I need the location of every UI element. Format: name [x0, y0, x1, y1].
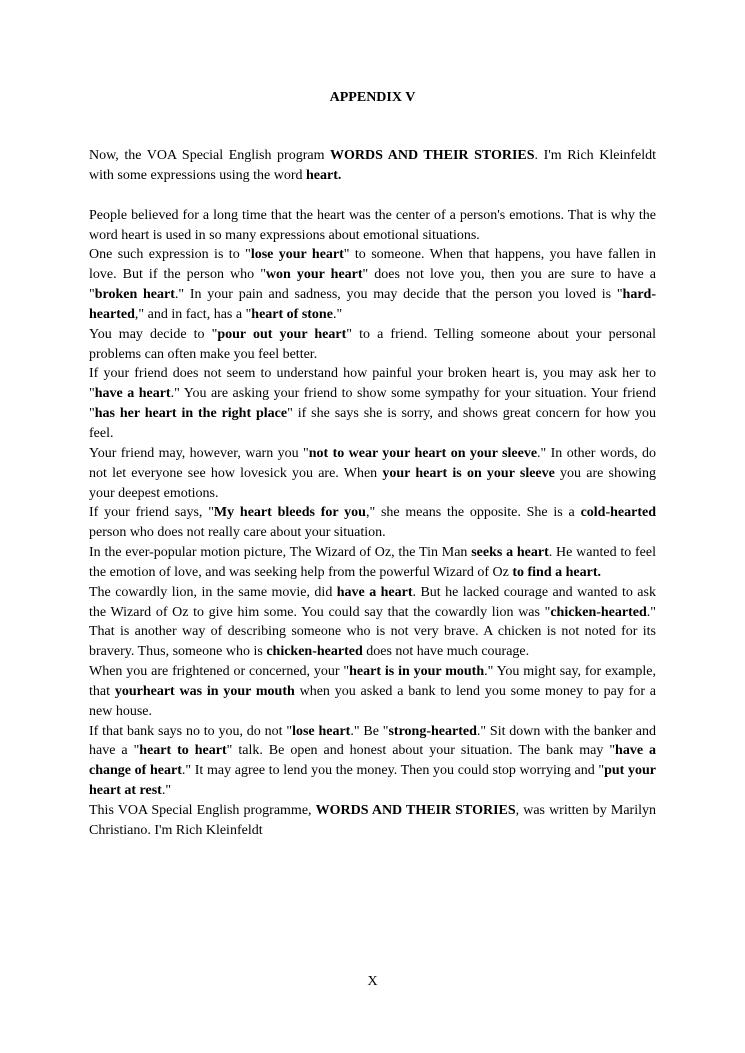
bold-phrase: chicken-hearted — [266, 644, 363, 660]
bold-phrase: broken heart — [94, 287, 175, 303]
text-run: ." It may agree to lend you the money. Then you could stop worrying and " — [181, 763, 605, 779]
closing-paragraph — [89, 801, 656, 841]
text-run: ." — [332, 306, 343, 322]
text-run: If your friend does not seem to understand how painful your broken heart is, you may ask her to " — [89, 366, 656, 402]
bold-phrase: heart is in your mouth — [349, 664, 485, 680]
text-run: In the ever-popular motion picture, The Wizard of Oz, the Tin Man — [89, 545, 472, 561]
text-run: " if she says she is sorry, and shows great concern for how you feel. — [89, 406, 656, 441]
text-run: One such expression is to " — [89, 247, 251, 263]
bold-phrase: lose heart — [292, 723, 351, 739]
text-run: ." Be " — [350, 723, 389, 739]
text-run: , was written by Marilyn Christiano. I'm Rich Kleinfeldt — [89, 803, 656, 838]
bold-phrase: your heart is on your sleeve — [382, 465, 555, 481]
bold-phrase: WORDS AND THEIR STORIES — [330, 148, 535, 163]
text-run: You may decide to " — [89, 326, 218, 342]
bold-phrase: strong-hearted — [388, 723, 477, 739]
emotions-paragraph — [89, 206, 656, 246]
bold-phrase: My heart bleeds for you — [213, 505, 366, 521]
page-number: X — [367, 974, 378, 989]
bold-phrase: has her heart in the right place — [94, 406, 288, 422]
bold-phrase: WORDS AND THEIR STORIES — [315, 803, 516, 818]
bold-phrase: have a heart — [336, 584, 413, 600]
text-run: . He wanted to feel the emotion of love, and was seeking help from the powerful Wizard of Oz — [89, 545, 656, 580]
bold-phrase: have a heart — [94, 386, 171, 402]
lose-your-heart-paragraph — [89, 245, 656, 324]
bold-phrase: lose your heart — [250, 247, 344, 263]
bold-phrase: pour out your heart — [217, 326, 347, 342]
text-run: you are showing your deepest emotions. — [89, 465, 656, 501]
text-run: ." That is another way of describing someone who is not very brave. A chicken is not noted for its bravery. Thus, someone who is — [89, 604, 656, 660]
text-run: ." Sit down with the banker and have a " — [89, 723, 657, 759]
have-a-heart-paragraph — [89, 364, 656, 443]
text-run: ." In your pain and sadness, you may decide that the person you loved is " — [174, 287, 623, 303]
text-run: ." — [161, 783, 172, 799]
text-run: " to a friend. Telling someone about your personal problems can often make you feel better. — [89, 326, 656, 362]
text-run: If your friend says, " — [89, 505, 214, 521]
text-run: Now, the VOA Special English program — [89, 148, 331, 163]
bold-phrase: heart to heart — [139, 743, 227, 759]
text-run: ." You are asking your friend to show some sympathy for your situation. Your friend " — [89, 386, 656, 422]
cowardly-lion-paragraph — [89, 583, 656, 662]
bold-phrase: heart. — [305, 167, 342, 183]
bold-phrase: yourheart was in your mouth — [114, 683, 295, 699]
text-run: Your friend may, however, warn you " — [89, 445, 309, 461]
intro-paragraph — [89, 146, 656, 186]
bold-phrase: have a change of heart — [89, 743, 656, 779]
text-run: This VOA Special English programme, — [89, 803, 316, 818]
pour-out-paragraph — [89, 325, 656, 365]
bold-phrase: won your heart — [265, 267, 363, 283]
text-run: If that bank says no to you, do not " — [89, 723, 293, 739]
text-run: ," and in fact, has a " — [134, 306, 252, 322]
text-run: does not have much courage. — [362, 644, 530, 660]
text-run: The cowardly lion, in the same movie, did — [89, 584, 337, 600]
bold-phrase: chicken-hearted — [550, 604, 647, 620]
document-body — [89, 146, 656, 841]
bold-phrase: not to wear your heart on your sleeve — [308, 445, 538, 461]
text-run: " talk. Be open and honest about your situation. The bank may " — [226, 743, 616, 759]
bold-phrase: heart of stone — [251, 306, 333, 322]
text-run: " does not love you, then you are sure to have a " — [89, 267, 656, 303]
text-run: . But he lacked courage and wanted to ask the Wizard of Oz to give him some. You could say that the cowardly lion was " — [89, 584, 656, 620]
text-run: When you are frightened or concerned, your " — [89, 664, 350, 680]
text-run: People believed for a long time that the heart was the center of a person's emotions. That is why the word heart is used in so many expressions about emotional situations. — [89, 207, 656, 243]
text-run: when you asked a bank to lend you some money to pay for a new house. — [89, 683, 656, 719]
heart-in-mouth-paragraph — [89, 662, 656, 722]
bank-paragraph — [89, 722, 656, 801]
sleeve-paragraph — [89, 444, 656, 504]
text-run: . I'm Rich Kleinfeldt with some expressions using the word — [89, 148, 656, 183]
page-title: APPENDIX V — [329, 90, 416, 105]
wizard-of-oz-paragraph — [89, 543, 656, 583]
text-run: ," she means the opposite. She is a — [365, 505, 581, 521]
bold-phrase: cold-hearted — [580, 505, 656, 521]
heart-bleeds-paragraph — [89, 503, 656, 543]
bold-phrase: hard-hearted — [89, 287, 656, 322]
text-run: " to someone. When that happens, you have fallen in love. But if the person who " — [89, 247, 656, 283]
text-run: ." You might say, for example, that — [89, 664, 656, 699]
bold-phrase: to find a heart. — [512, 564, 602, 580]
text-run: ." In other words, do not let everyone see how lovesick you are. When — [89, 445, 656, 481]
bold-phrase: put your heart at rest — [89, 763, 657, 799]
bold-phrase: seeks a heart — [471, 545, 549, 561]
text-run: person who does not really care about your situation. — [89, 525, 386, 541]
